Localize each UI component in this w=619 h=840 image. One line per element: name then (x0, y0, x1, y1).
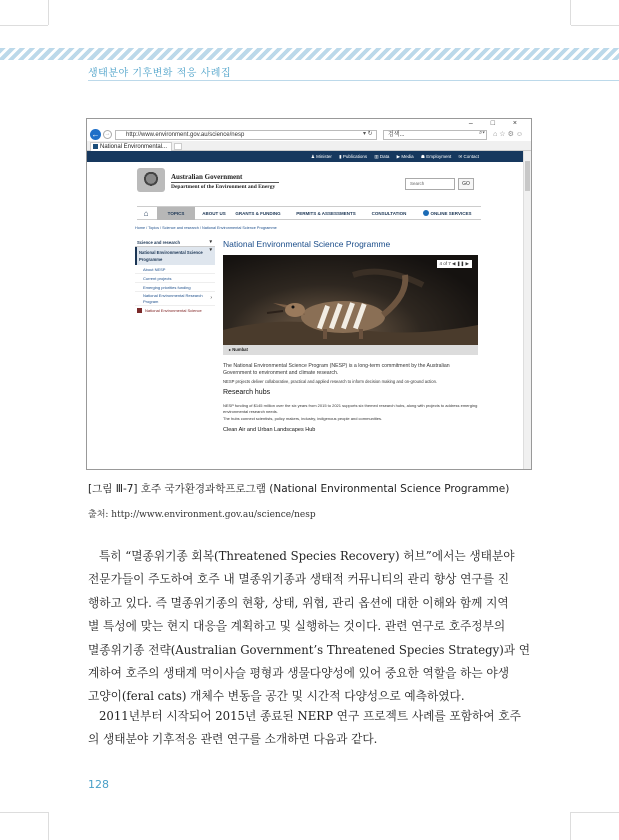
window-controls[interactable]: – □ × (468, 120, 525, 127)
sidebar-item-nesp-active[interactable]: National Environmental Science Programme ▾ (135, 247, 215, 265)
department-name: Department of the Environment and Energy (171, 184, 276, 190)
nav-online-services[interactable]: ONLINE SERVICES (415, 207, 479, 220)
nav-contact[interactable]: ✉ Contact (458, 154, 479, 159)
back-arrow-icon[interactable]: ← (91, 130, 100, 139)
sidebar-item-science-research[interactable]: Science and research ▾ (135, 238, 215, 247)
main-nav (137, 206, 481, 220)
browser-address-bar (87, 129, 531, 141)
tab-label: National Environmental... (100, 144, 168, 150)
web-page (87, 151, 523, 469)
nav-about-us[interactable]: ABOUT US (202, 211, 226, 216)
hubs-paragraph: The hubs connect scientists, policy makers, industry, indigenous people and communities. (223, 416, 383, 421)
url-field[interactable]: http://www.environment.gov.au/science/nesp (115, 130, 377, 140)
sidebar-item-emerging-priorities[interactable]: Emerging priorities funding (135, 283, 215, 292)
numbat-hero-image[interactable] (223, 255, 478, 345)
browser-tab-bar (87, 141, 531, 151)
scrollbar-thumb[interactable] (525, 161, 530, 191)
funding-paragraph: NESP funding of $145 million over the six years from 2015 to 2021 supports six themed research hubs, along with projects to address emerging environmental research needs. (223, 403, 478, 414)
nav-permits-assessments[interactable]: PERMITS & ASSESSMENTS (296, 211, 356, 216)
nav-minister[interactable]: ♟ Minister (310, 154, 332, 159)
figure-source: 출처: http://www.environment.gov.au/science/nesp (88, 510, 316, 520)
refresh-icon[interactable]: ▾ ↻ (363, 131, 373, 137)
page-title: National Environmental Science Programme (223, 239, 391, 249)
text-line: 2011년부터 시작되어 2015년 종료된 NERP 연구 프로젝트 사례를 포함하여 호주 (99, 709, 521, 723)
home-icon[interactable]: ⌂ (143, 209, 149, 218)
crop-mark (48, 0, 49, 25)
new-tab-button[interactable] (174, 143, 182, 150)
search-icon[interactable]: ⌕▾ (479, 130, 485, 136)
page-number: 128 (88, 778, 109, 791)
crop-mark (48, 812, 49, 840)
nav-media[interactable]: ▶ Media (396, 154, 414, 159)
nav-grants-funding[interactable]: GRANTS & FUNDING (235, 211, 281, 216)
logo-divider (171, 182, 279, 183)
browser-search-field[interactable]: 검색... (383, 130, 487, 140)
favicon-icon (93, 144, 98, 149)
text-line: 특히 “멸종위기종 회복(Threatened Species Recovery) 허브”에서는 생태분야 (99, 549, 515, 563)
text-line: 의 생태분야 기후적응 관련 연구를 소개하면 다음과 같다. (88, 732, 378, 747)
chevron-down-icon: ▾ (209, 239, 212, 245)
research-hubs-heading: Research hubs (223, 389, 271, 396)
coat-of-arms-logo[interactable] (137, 168, 165, 192)
projects-paragraph: NESP projects deliver collaborative, practical and applied research to inform decision making and on-ground action. (223, 379, 438, 384)
body-paragraph-1 (88, 545, 533, 709)
text-line: 멸종위기종 전략(Australian Government’s Threatened Species Strategy)과 연 (88, 642, 531, 657)
nav-consultation[interactable]: CONSULTATION (371, 211, 407, 216)
sidebar-item-nesp-site[interactable]: National Environmental Science (135, 306, 215, 315)
browser-screenshot (86, 118, 532, 470)
sidebar-item-about-nesp[interactable]: About NESP (135, 265, 215, 274)
text-line: 별 특성에 맞는 현지 대응을 계획하고 및 실행하는 것이다. 관련 연구로 호주정부의 (88, 619, 506, 634)
site-search-input[interactable]: Search (405, 178, 455, 190)
nav-topics[interactable]: TOPICS (157, 207, 195, 220)
intro-paragraph: The National Environmental Science Program (NESP) is a long-term commitment by the Australian Government to environment and climate research. (223, 363, 450, 376)
go-button[interactable]: GO (458, 178, 474, 190)
crop-mark (0, 25, 48, 26)
breadcrumb[interactable]: Home / Topics / Science and research / National Environmental Science Programme (135, 226, 277, 230)
crop-mark (0, 812, 48, 813)
chevron-right-icon: › (210, 295, 212, 301)
scrollbar[interactable] (523, 151, 531, 469)
image-caption-numbat[interactable]: ▸ Numbat (223, 345, 478, 355)
crop-mark (571, 25, 619, 26)
crop-mark (570, 0, 571, 25)
government-name: Australian Government (171, 173, 243, 181)
running-header: 생태분야 기후변화 적응 사례집 (88, 68, 232, 79)
sidebar (135, 238, 215, 315)
text-line: 계하여 호주의 생태계 먹이사슬 평형과 생물다양성에 있어 중요한 역할을 하는 야생 (88, 666, 510, 681)
toolbar-icons[interactable]: ⌂☆⚙☺ (493, 131, 525, 138)
numbat-illustration (223, 255, 478, 345)
nav-employment[interactable]: ☗ Employment (420, 154, 452, 159)
header-divider (88, 80, 619, 81)
figure-caption: [그림 Ⅲ-7] 호주 국가환경과학프로그램 (National Environmental Science Programme) (88, 483, 510, 495)
crop-mark (571, 812, 619, 813)
slideshow-controls[interactable]: 4 of 7 ◀ ❚❚ ▶ (437, 260, 472, 268)
nav-data[interactable]: ▥ Data (374, 154, 390, 159)
text-line: 행하고 있다. 즉 멸종위기종의 현황, 상태, 위협, 관리 옵션에 대한 이해와 함께 지역 (88, 595, 509, 610)
browser-titlebar (87, 119, 531, 129)
sidebar-item-nerp[interactable]: National Environmental Research Program › (135, 292, 215, 306)
forward-arrow-icon[interactable]: → (104, 131, 111, 137)
nesp-icon (137, 308, 142, 313)
text-line: 고양이(feral cats) 개체수 변동을 공간 및 시간적 다양성으로 예측하였다. (88, 689, 465, 704)
text-line: 전문가들이 주도하여 호주 내 멸종위기종과 생태적 커뮤니티의 관리 향상 연구를 진 (88, 572, 510, 587)
clean-air-hub-link[interactable]: Clean Air and Urban Landscapes Hub (223, 427, 316, 433)
header-stripe-band (0, 48, 619, 60)
body-paragraph-2 (88, 705, 533, 752)
nav-publications[interactable]: ▮ Publications (339, 154, 368, 159)
chevron-down-icon: ▾ (209, 247, 212, 253)
utility-nav (87, 151, 523, 162)
sidebar-item-current-projects[interactable]: Current projects (135, 274, 215, 283)
crop-mark (570, 812, 571, 840)
browser-tab[interactable] (90, 142, 172, 151)
online-services-icon (423, 210, 429, 216)
